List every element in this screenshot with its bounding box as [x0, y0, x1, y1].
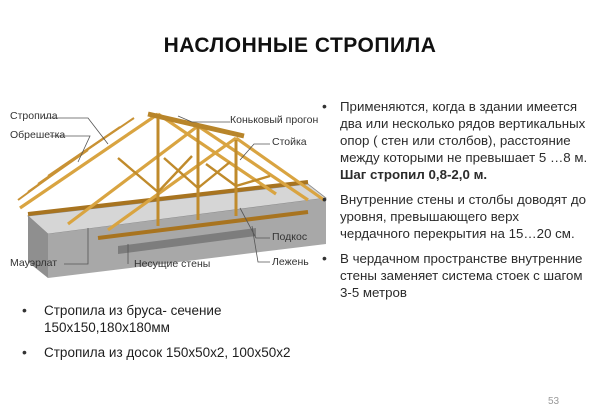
label-strut: Подкос	[272, 231, 308, 243]
description-text: Внутренние стены и столбы доводят до уровня, превышающего верх чердачного перекрытия на 15…20 см.	[340, 192, 587, 241]
rafter-sections-list	[22, 302, 292, 369]
rafter-spacing-text: Шаг стропил 0,8-2,0 м.	[340, 167, 488, 182]
description-text: В чердачном пространстве внутренние стены заменяет система стоек с шагом 3-5 метров	[340, 251, 583, 300]
rafter-section-item: • Стропила из досок 150х50х2, 100х50х2	[22, 344, 292, 361]
rafter-section-item: • Стропила из бруса- сечение 150х150,180х180мм	[22, 302, 292, 336]
description-text: Применяются, когда в здании имеется два или несколько рядов вертикальных опор ( стен или столбов), расстояние между которыми не превышает 5 …8 м.	[340, 99, 588, 165]
label-rafters: Стропила	[10, 110, 58, 122]
description-item	[322, 98, 588, 183]
page-number: 53	[548, 396, 560, 407]
label-post: Стойка	[272, 136, 307, 148]
label-ridge-purlin: Коньковый прогон	[230, 114, 319, 126]
description-item	[322, 250, 588, 301]
label-lathing: Обрешетка	[10, 129, 66, 141]
description-list	[322, 98, 588, 309]
label-bearing-walls: Несущие стены	[134, 258, 211, 270]
description-item	[322, 191, 588, 242]
label-mauerlat: Мауэрлат	[10, 257, 58, 269]
roof-diagram	[8, 96, 330, 286]
slide-title: НАСЛОННЫЕ СТРОПИЛА	[163, 34, 437, 57]
label-sleeper: Лежень	[272, 256, 309, 268]
